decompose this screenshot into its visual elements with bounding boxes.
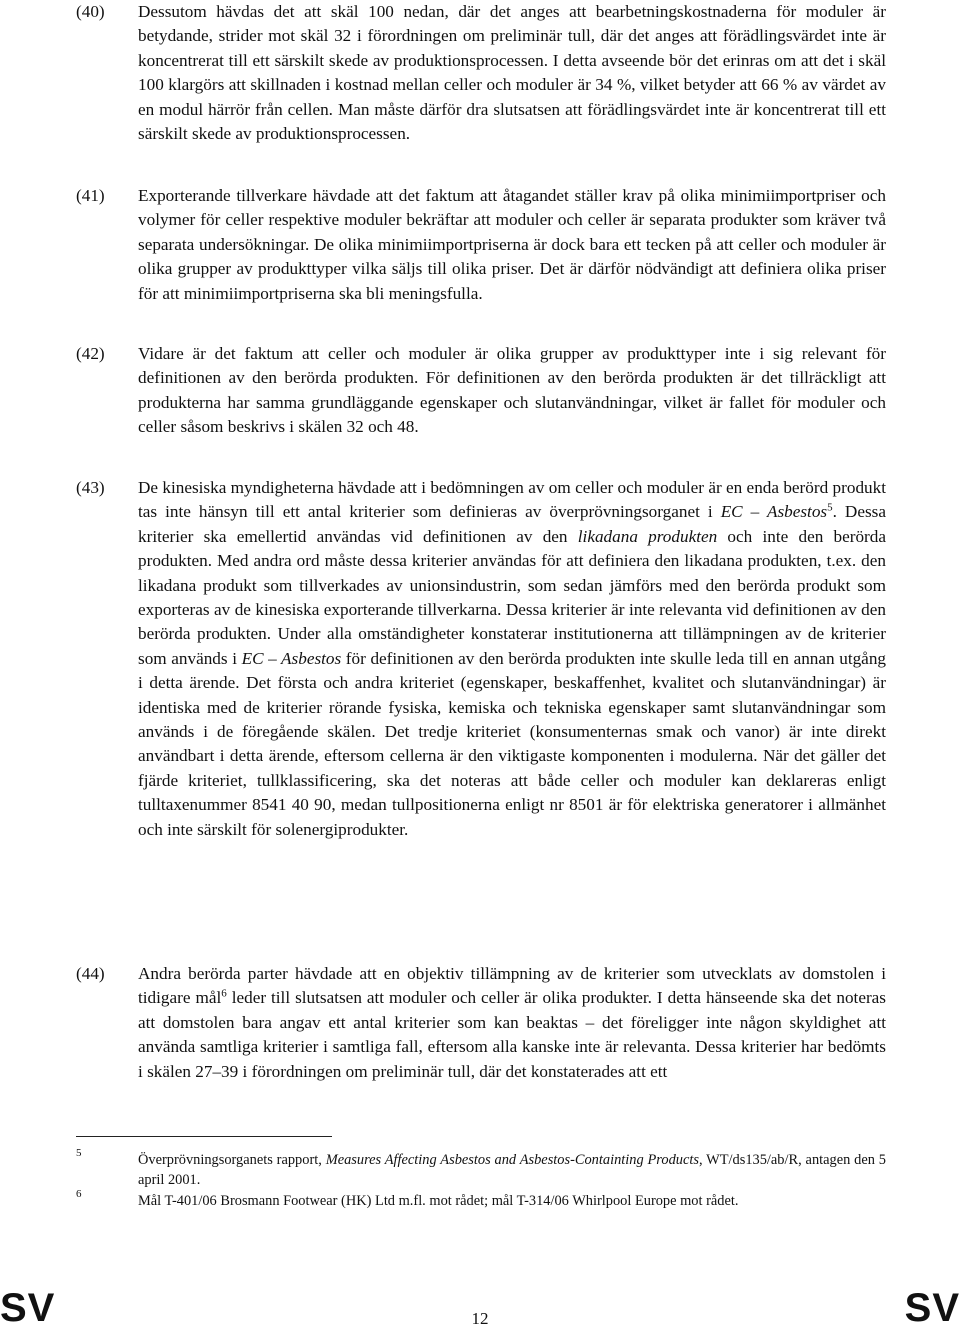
report-title: Measures Affecting Asbestos and Asbestos-Containting Products	[325, 1152, 699, 1168]
footnote-number: 6	[76, 1188, 82, 1200]
page-number: 12	[471, 1309, 489, 1328]
paragraph-text: Exporterande tillverkare hävdade att det faktum att åtagandet ställer krav på olika minimiimportpriser och volymer för celler respektive moduler bekräftar att moduler och celler är separata produkter som kräver två separata undersökningar. De olika minimiimportpriserna är dock bara ett tecken på att celler och moduler är olika grupper av produkttyper vilka säljs till olika priser. Det är därför nödvändigt att definiera olika priser för att minimiimportpriserna ska bli meningsfulla.	[138, 186, 886, 303]
text-segment: . Dessa kriterier ska emellertid användas vid definitionen av den	[138, 502, 886, 546]
footnote-5	[76, 1147, 887, 1190]
text-segment: , WT/ds135/ab/R, antagen den 5 april 2001.	[138, 1152, 887, 1188]
footnote-ref: 5	[827, 501, 833, 514]
paragraph-44	[76, 962, 886, 1084]
footnote-6	[76, 1188, 886, 1211]
footnote-separator	[76, 1136, 332, 1137]
footnote-text	[138, 1150, 886, 1190]
paragraph-text: Vidare är det faktum att celler och moduler är olika grupper av produkttyper inte i sig relevant för definitionen av den berörda produkten. För definitionen av den berörda produkten är det tillräckligt att produkterna har samma grundläggande egenskaper och slutanvändningar, vilket är fallet för moduler och celler såsom beskrivs i skälen 32 och 48.	[138, 344, 886, 437]
footnote-number: 5	[76, 1147, 82, 1159]
paragraph-text	[138, 476, 886, 842]
paragraph-number: (40)	[76, 2, 105, 21]
case-citation: EC – Asbestos	[241, 648, 342, 668]
text-segment: för definitionen av den berörda produkten inte skulle leda till en annan utgång i detta ärende. Det första och andra kriteriet (egenskaper, beskaffenhet, kvalitet och slutanvändningar) är identiska med de kriterier rörande fysiska, kemiska och tekniska egenskaper samt slutanvändningar som används i de föregående skälen. Det tredje kriteriet (konsumenternas smak och vanor) är inte direkt användbart i detta ärende, eftersom cellerna är den viktigaste komponenten i modulerna. När det gäller det fjärde kriteriet, tullklassificering, ska det noteras att både celler och moduler kan deklareras enligt tulltaxenummer 8541 40 90, medan tullpositionerna enligt nr 8501 är för elektriska generatorer i allmänhet och inte särskilt för solenergiprodukter.	[138, 648, 887, 839]
paragraph-number: (43)	[76, 478, 105, 497]
text-segment: De kinesiska myndigheterna hävdade att i bedömningen av om celler och moduler är en enda berörd produkt tas inte hänsyn till ett antal kriterier som definieras av överprövningsorganet i	[138, 478, 886, 522]
paragraph-40	[76, 0, 886, 146]
paragraph-text	[138, 962, 886, 1084]
paragraph-number: (41)	[76, 186, 105, 205]
text-segment: och inte den berörda produkten. Med andra ord måste dessa kriterier användas för att definiera den likadana produkten, t.ex. den likadana produkt som tillverkades av unionsindustrin, som sedan jämförs med den berörda produkt som exporteras av de kinesiska exporterande tillverkarna. Dessa kriterier är inte relevanta vid definitionen av den berörda produkten. Under alla omständigheter konstaterar institutionerna att tillämpningen av de kriterier som används i	[138, 526, 887, 668]
text-segment: leder till slutsatsen att moduler och celler är olika produkter. I detta hänseende ska det noteras att domstolen bara angav ett antal kriterier som kan beaktas – det föreligger inte någon skyldighet att använda samtliga kriterier i samtliga fall, eftersom alla kanske inte är relevanta. Dessa kriterier har bedömts i skälen 27–39 i förordningen om preliminär tull, där det konstaterades att ett	[138, 988, 886, 1081]
footer-language-left: SV	[0, 1286, 56, 1330]
term-emphasis: likadana produkten	[577, 526, 718, 546]
paragraph-42	[76, 342, 886, 440]
paragraph-41	[76, 184, 886, 306]
footnote-text: Mål T-401/06 Brosmann Footwear (HK) Ltd m.fl. mot rådet; mål T-314/06 Whirlpool Europe mot rådet.	[138, 1193, 739, 1209]
paragraph-43	[76, 476, 886, 842]
footnote-ref: 6	[221, 987, 227, 1000]
paragraph-number: (44)	[76, 964, 105, 983]
footer-language-right: SV	[904, 1286, 960, 1330]
paragraph-number: (42)	[76, 344, 105, 363]
text-segment: Andra berörda parter hävdade att en objektiv tillämpning av de kriterier som utvecklats av domstolen i tidigare mål	[138, 964, 886, 1008]
text-segment: Överprövningsorganets rapport,	[138, 1152, 326, 1168]
case-citation: EC – Asbestos	[720, 502, 828, 522]
paragraph-text: Dessutom hävdas det att skäl 100 nedan, där det anges att bearbetningskostnaderna för moduler är betydande, strider mot skäl 32 i förordningen om preliminär tull, där det anges att förädlingsvärdet inte är koncentrerat till ett särskilt skede av produktionsprocessen. I detta avseende bör det erinras om att det i skäl 100 klargörs att skillnaden i kostnad mellan celler och moduler är 34 %, vilket betyder att 66 % av värdet av en modul härrör från cellen. Man måste därför dra slutsatsen att förädlingsvärdet inte är koncentrerat till ett särskilt skede av produktionsprocessen.	[138, 2, 886, 144]
